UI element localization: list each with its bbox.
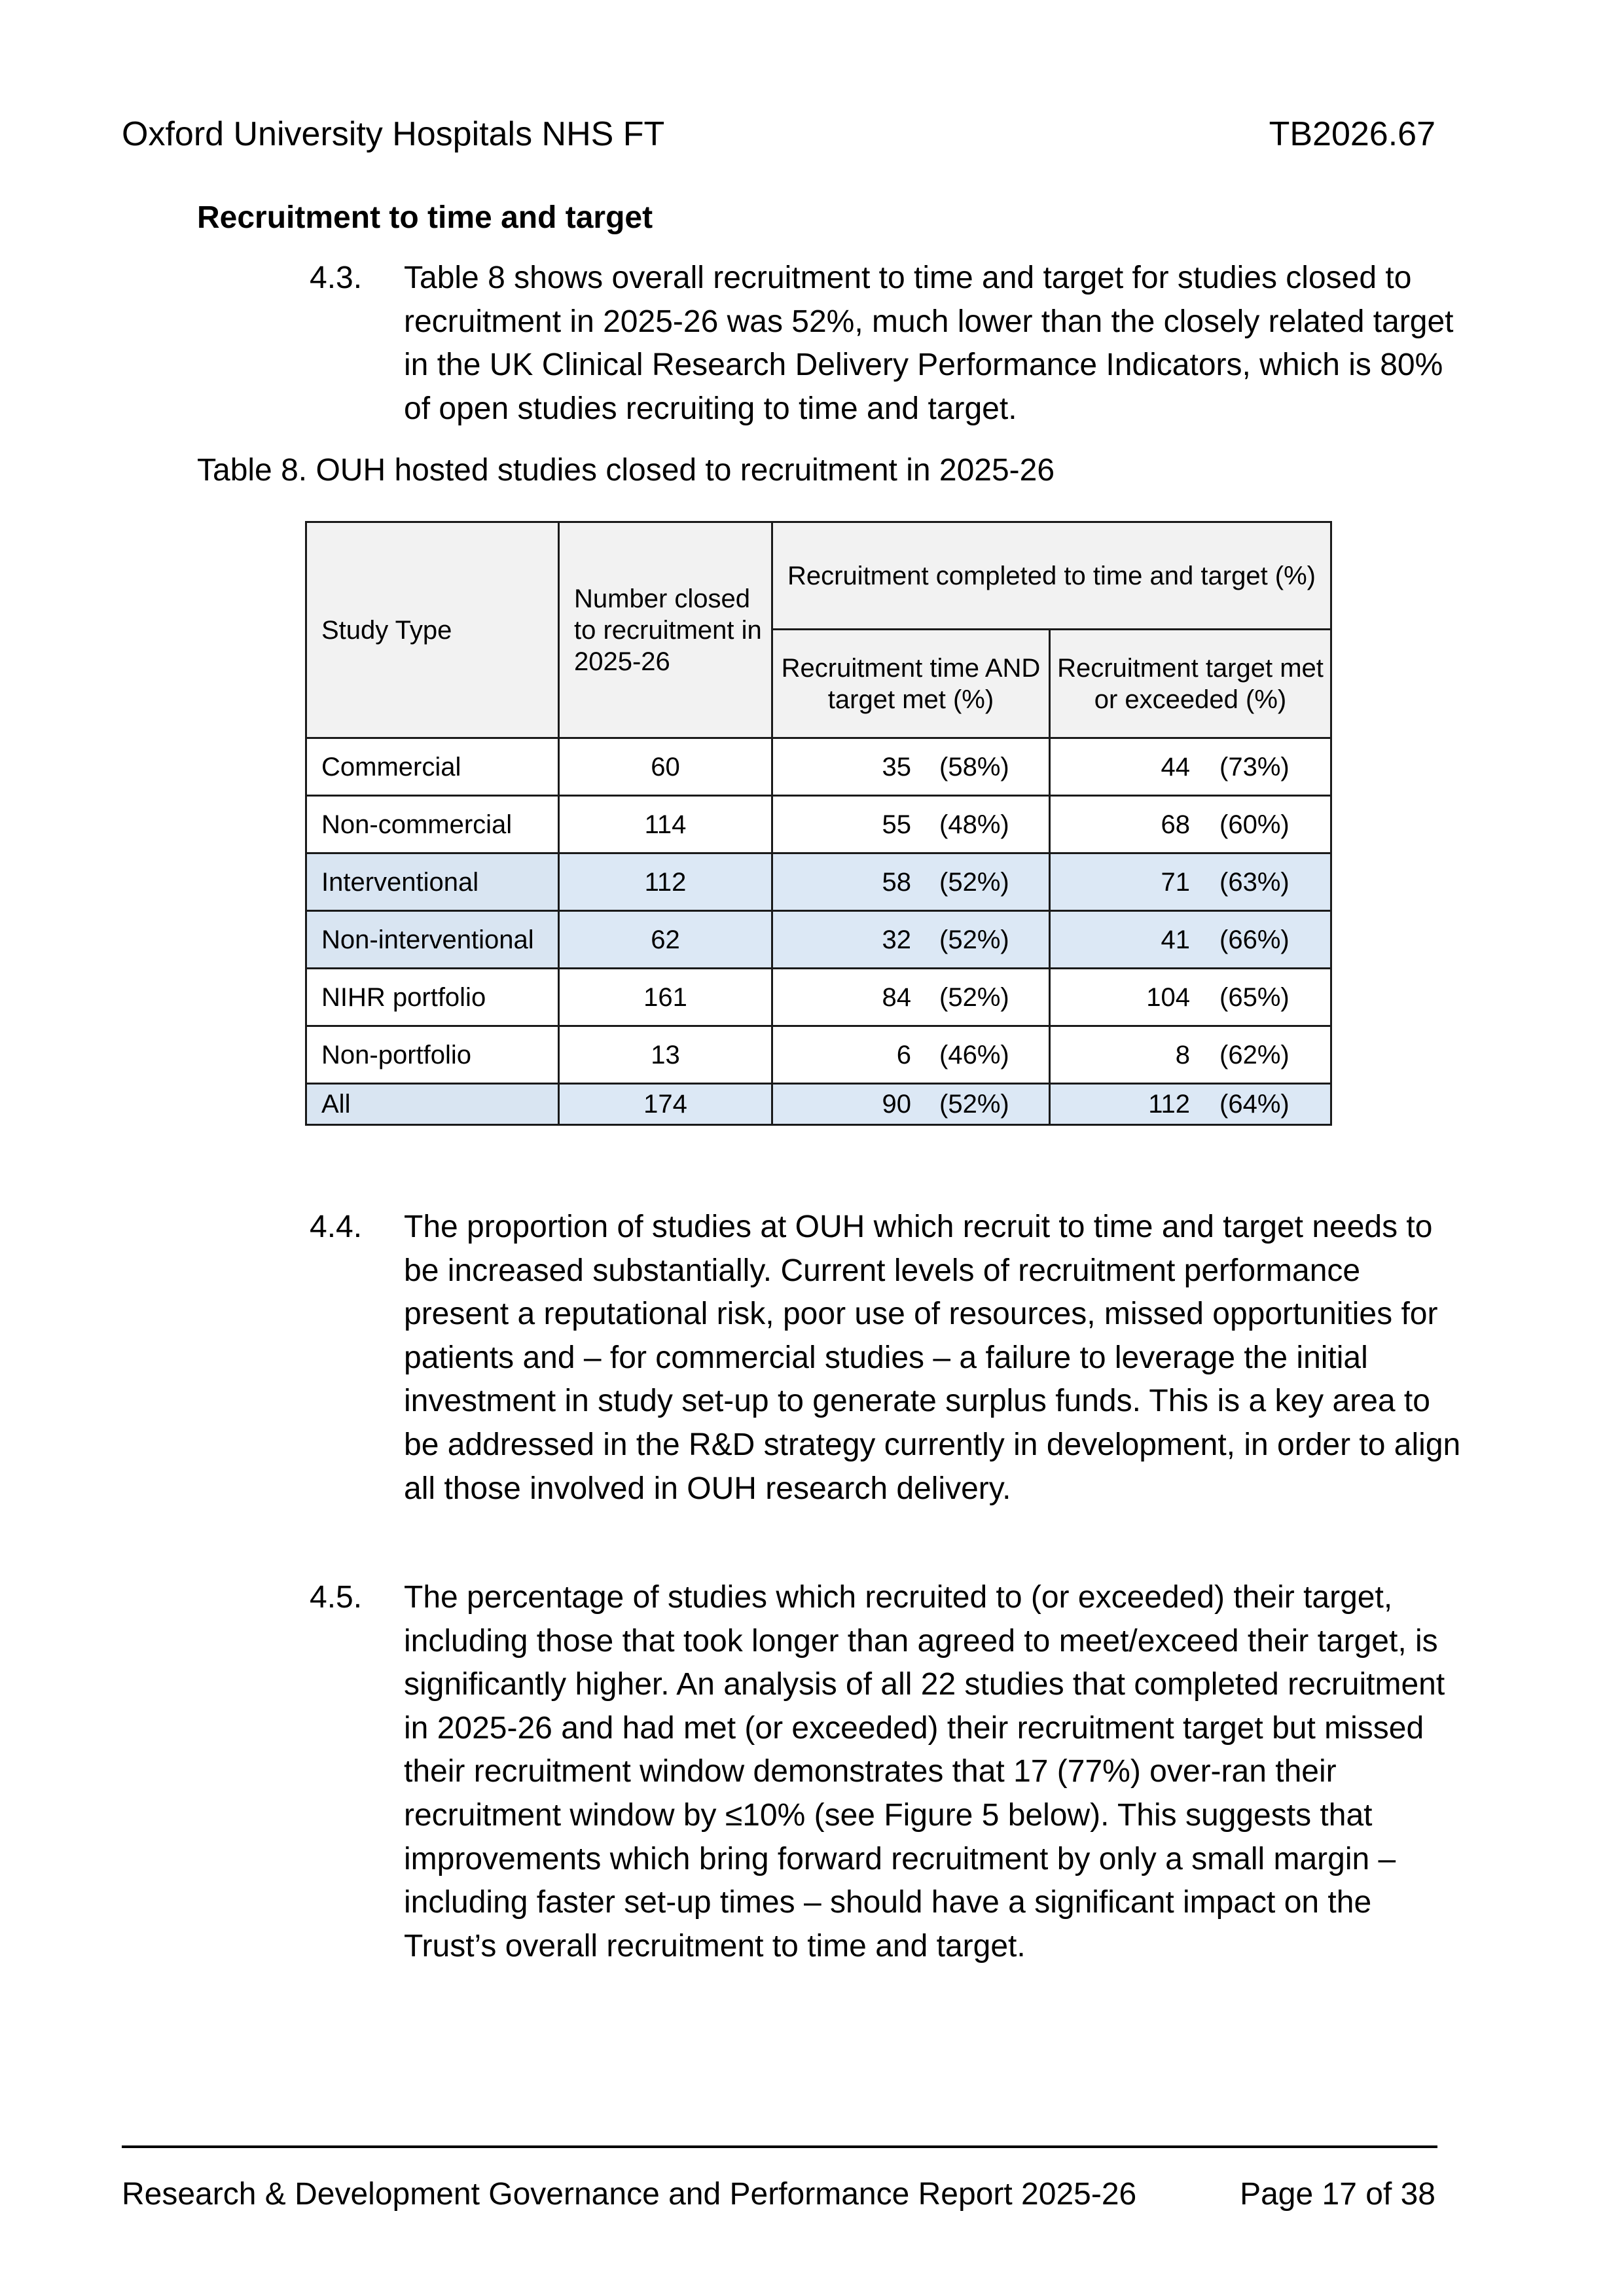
percent-value: (62%) — [1219, 1040, 1290, 1069]
percent-value: (46%) — [939, 1040, 1009, 1069]
count-value: 32 — [882, 925, 911, 954]
paragraph-text: Table 8 shows overall recruitment to time and target for studies closed to recruitment in 2025-26 was 52%, much lower than the closely related target in the UK Clinical Research Delivery Performance Indicators, which is 80% of open studies recruiting to time and target. — [404, 260, 1454, 426]
cell-study-type: Non-commercial — [306, 796, 559, 853]
count-value: 68 — [1161, 810, 1190, 839]
table-row — [306, 853, 1331, 911]
count-value: 35 — [882, 752, 911, 781]
count-value: 112 — [1148, 1090, 1190, 1119]
paragraph-4-4 — [310, 1206, 1462, 1511]
percent-value: (64%) — [1219, 1090, 1290, 1119]
cell-study-type: Non-portfolio — [306, 1026, 559, 1084]
recruitment-table — [305, 521, 1332, 1126]
cell-target-met — [1050, 1084, 1331, 1125]
cell-number-closed: 114 — [559, 796, 772, 853]
cell-number-closed: 60 — [559, 738, 772, 796]
cell-target-met — [1050, 738, 1331, 796]
table-row — [306, 796, 1331, 853]
table-caption: Table 8. OUH hosted studies closed to recruitment in 2025-26 — [197, 453, 1055, 488]
table-row — [306, 969, 1331, 1026]
cell-number-closed: 62 — [559, 911, 772, 969]
cell-study-type: Non-interventional — [306, 911, 559, 969]
percent-value: (63%) — [1219, 867, 1290, 897]
paragraph-4-3 — [310, 257, 1462, 431]
percent-value: (66%) — [1219, 925, 1290, 954]
percent-value: (65%) — [1219, 982, 1290, 1012]
cell-number-closed: 161 — [559, 969, 772, 1026]
cell-time-and-target — [772, 853, 1050, 911]
section-title: Recruitment to time and target — [197, 200, 653, 235]
table-row — [306, 738, 1331, 796]
count-value: 84 — [882, 982, 911, 1012]
percent-value: (48%) — [939, 810, 1009, 839]
percent-value: (58%) — [939, 752, 1009, 781]
paragraph-4-5 — [310, 1576, 1462, 1968]
count-value: 8 — [1175, 1040, 1190, 1069]
cell-target-met — [1050, 796, 1331, 853]
table-row-total — [306, 1084, 1331, 1125]
cell-study-type: NIHR portfolio — [306, 969, 559, 1026]
percent-value: (52%) — [939, 1090, 1009, 1119]
cell-time-and-target — [772, 911, 1050, 969]
cell-target-met — [1050, 911, 1331, 969]
count-value: 6 — [896, 1040, 911, 1069]
count-value: 55 — [882, 810, 911, 839]
header-target-met: Recruitment target met or exceeded (%) — [1050, 630, 1331, 738]
cell-study-type: Commercial — [306, 738, 559, 796]
header-reference: TB2026.67 — [1269, 115, 1435, 153]
paragraph-text: The percentage of studies which recruited to (or exceeded) their target, including those that took longer than agreed to meet/exceed their target, is significantly higher. An analysis of all 22 studies that completed recruitment in 2025-26 and had met (or exceeded) their recruitment target but missed their recruitment window demonstrates that 17 (77%) over-ran their recruitment window by ≤10% (see Figure 5 below). This suggests that improvements which bring forward recruitment by only a small margin – including faster set-up times – should have a significant impact on the Trust’s overall recruitment to time and target. — [404, 1580, 1445, 1964]
count-value: 90 — [882, 1090, 911, 1119]
footer-divider — [122, 2145, 1437, 2148]
count-value: 41 — [1161, 925, 1190, 954]
cell-target-met — [1050, 969, 1331, 1026]
percent-value: (52%) — [939, 867, 1009, 897]
cell-study-type: All — [306, 1084, 559, 1125]
table-row — [306, 911, 1331, 969]
header-organization: Oxford University Hospitals NHS FT — [122, 115, 665, 153]
cell-number-closed: 13 — [559, 1026, 772, 1084]
table-row — [306, 1026, 1331, 1084]
header-recruitment-completed: Recruitment completed to time and target (%) — [772, 522, 1331, 630]
cell-time-and-target — [772, 1084, 1050, 1125]
percent-value: (60%) — [1219, 810, 1290, 839]
footer-report-title: Research & Development Governance and Performance Report 2025-26 — [122, 2177, 1137, 2212]
header-number-closed: Number closed to recruitment in 2025-26 — [559, 522, 772, 738]
paragraph-number: 4.3. — [310, 260, 363, 295]
percent-value: (73%) — [1219, 752, 1290, 781]
cell-time-and-target — [772, 1026, 1050, 1084]
percent-value: (52%) — [939, 982, 1009, 1012]
count-value: 58 — [882, 867, 911, 897]
count-value: 104 — [1146, 982, 1190, 1012]
cell-time-and-target — [772, 796, 1050, 853]
count-value: 71 — [1161, 867, 1190, 897]
paragraph-number: 4.5. — [310, 1580, 363, 1615]
percent-value: (52%) — [939, 925, 1009, 954]
paragraph-text: The proportion of studies at OUH which recruit to time and target needs to be increased substantially. Current levels of recruitment performance present a reputational risk, poor use of resources, missed opportunities for patients and – for commercial studies – a failure to leverage the initial investment in study set-up to generate surplus funds. This is a key area to be addressed in the R&D strategy currently in development, in order to align all those involved in OUH research delivery. — [404, 1210, 1461, 1506]
header-time-and-target: Recruitment time AND target met (%) — [772, 630, 1050, 738]
cell-target-met — [1050, 1026, 1331, 1084]
count-value: 44 — [1161, 752, 1190, 781]
cell-number-closed: 112 — [559, 853, 772, 911]
cell-study-type: Interventional — [306, 853, 559, 911]
cell-target-met — [1050, 853, 1331, 911]
cell-time-and-target — [772, 969, 1050, 1026]
footer-page-number: Page 17 of 38 — [1240, 2177, 1435, 2212]
cell-number-closed: 174 — [559, 1084, 772, 1125]
header-study-type: Study Type — [306, 522, 559, 738]
cell-time-and-target — [772, 738, 1050, 796]
paragraph-number: 4.4. — [310, 1210, 363, 1244]
